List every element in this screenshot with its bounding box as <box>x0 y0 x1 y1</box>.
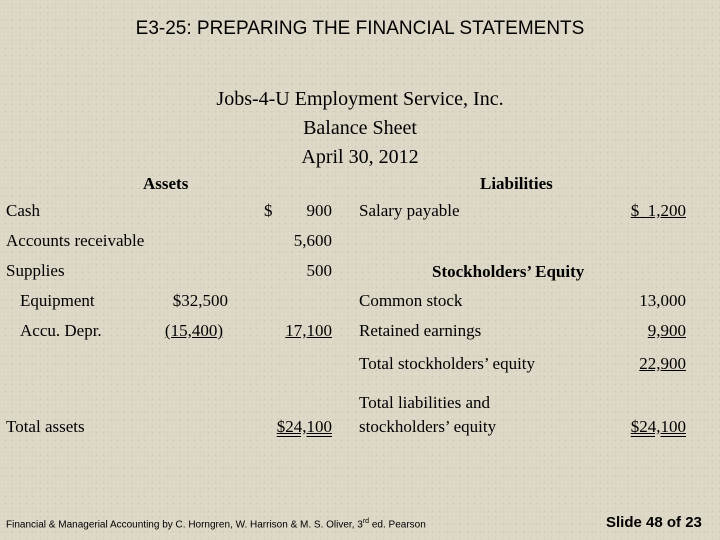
total-equity-label: Total stockholders’ equity <box>359 354 536 373</box>
statement-date: April 30, 2012 <box>301 146 419 168</box>
liabilities-heading: Liabilities <box>480 174 553 193</box>
slide-prefix: Slide <box>606 514 647 531</box>
supplies-label: Supplies <box>6 261 65 280</box>
retained-earnings-label: Retained earnings <box>359 321 482 340</box>
net-equipment-value: 17,100 <box>285 321 332 340</box>
equipment-value: $32,500 <box>172 291 228 310</box>
statement-name: Balance Sheet <box>303 117 417 139</box>
ar-value: 5,600 <box>293 231 332 250</box>
total-liab-equity-label-line1: Total liabilities and <box>359 393 491 412</box>
cash-label: Cash <box>6 201 40 220</box>
total-assets-value: $24,100 <box>276 417 332 436</box>
slide-counter <box>606 514 702 531</box>
company-name: Jobs-4-U Employment Service, Inc. <box>216 88 504 110</box>
total-liab-equity-label-line2: stockholders’ equity <box>359 417 497 436</box>
cash-value: 900 <box>306 201 332 220</box>
salary-payable-label: Salary payable <box>359 201 460 220</box>
citation-suffix: ed. Pearson <box>369 519 426 531</box>
cash-currency: $ <box>264 201 273 220</box>
ar-label: Accounts receivable <box>6 231 145 250</box>
common-stock-value: 13,000 <box>639 291 686 310</box>
retained-earnings-value: 9,900 <box>647 321 686 340</box>
equipment-label: Equipment <box>20 291 95 310</box>
slide-number: 48 <box>646 514 663 531</box>
salary-payable-value: $ 1,200 <box>630 201 686 220</box>
total-liab-equity-value: $24,100 <box>630 417 686 436</box>
common-stock-label: Common stock <box>359 291 463 310</box>
assets-heading: Assets <box>143 174 189 193</box>
accum-depr-value: (15,400) <box>164 321 223 340</box>
slide-mid: of <box>662 514 686 531</box>
slide-title: E3-25: PREPARING THE FINANCIAL STATEMENTS <box>135 18 585 39</box>
citation <box>6 518 426 530</box>
citation-prefix: Financial & Managerial Accounting by C. Horngren, W. Harrison & M. S. Oliver, 3 <box>6 519 363 531</box>
equity-heading: Stockholders’ Equity <box>432 262 585 281</box>
total-equity-value: 22,900 <box>639 354 686 373</box>
slide-total: 23 <box>685 514 702 531</box>
supplies-value: 500 <box>306 261 332 280</box>
citation-sup: rd <box>362 518 370 525</box>
accum-depr-label: Accu. Depr. <box>20 321 102 340</box>
total-assets-label: Total assets <box>6 417 85 436</box>
